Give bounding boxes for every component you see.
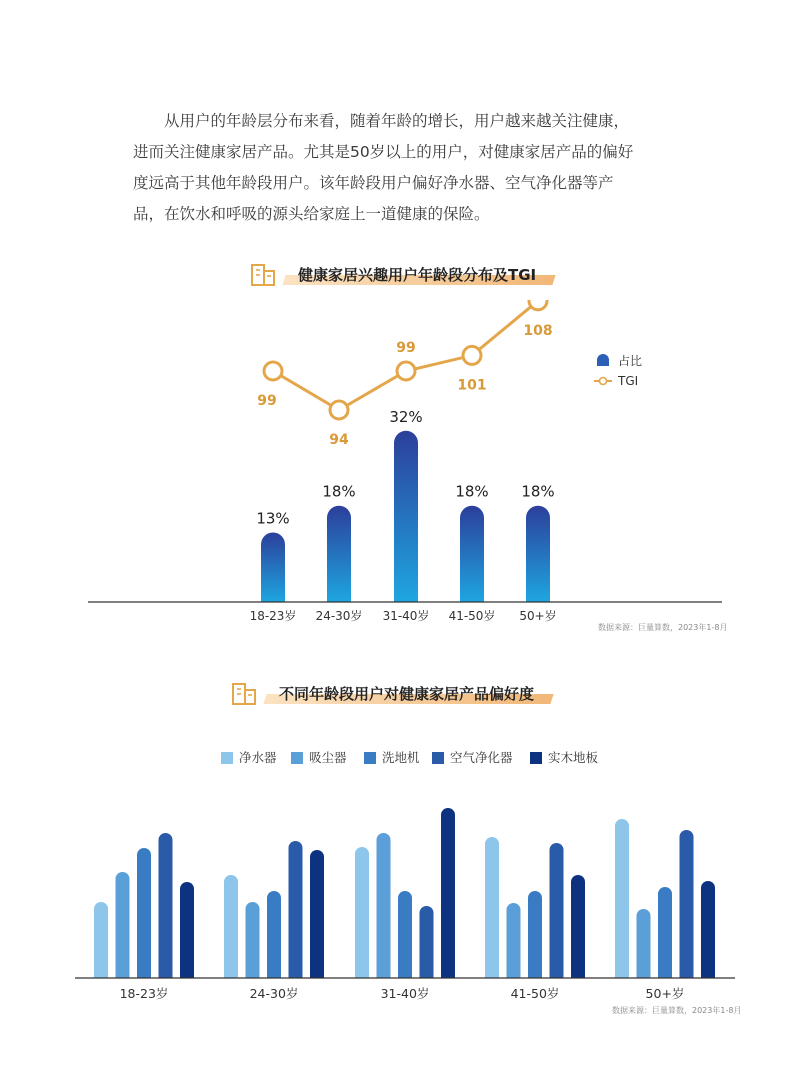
- bar-4-1: [637, 909, 651, 978]
- x-tick-label: 31-40岁: [380, 986, 430, 1001]
- section-title-1: [250, 259, 554, 289]
- bar-0-2: [137, 848, 151, 978]
- bar-2-1: [377, 833, 391, 978]
- tgi-point-2: [397, 362, 415, 380]
- bar-3-3: [550, 843, 564, 978]
- age-distribution-chart: [0, 300, 800, 640]
- bar-share-2: [394, 431, 418, 602]
- x-tick-label: 41-50岁: [448, 609, 496, 623]
- bar-1-2: [267, 891, 281, 978]
- tgi-point-0: [264, 362, 282, 380]
- bar-label-3: 18%: [455, 482, 489, 501]
- product-preference-chart: [0, 740, 800, 1080]
- legend-swatch-bar: [597, 354, 609, 366]
- bar-2-0: [355, 847, 369, 978]
- legend-swatch-0: [221, 752, 233, 764]
- intro-paragraph: [133, 106, 678, 230]
- bar-3-4: [571, 875, 585, 978]
- legend-label-3: 空气净化器: [450, 750, 513, 765]
- bar-share-0: [261, 532, 285, 602]
- intro-line-4: 品，在饮水和呼吸的源头给家庭上一道健康的保险。: [133, 205, 490, 223]
- bar-4-2: [658, 887, 672, 978]
- bar-share-3: [460, 506, 484, 602]
- legend: [594, 353, 642, 388]
- bar-2-4: [441, 808, 455, 978]
- bar-0-4: [180, 882, 194, 978]
- bar-label-2: 32%: [389, 407, 423, 426]
- building-icon: [231, 680, 259, 706]
- x-tick-label: 31-40岁: [382, 609, 430, 623]
- bar-1-0: [224, 875, 238, 978]
- x-tick-label: 18-23岁: [119, 986, 169, 1001]
- bar-0-3: [159, 833, 173, 978]
- legend-swatch-2: [364, 752, 376, 764]
- intro-line-3: 度远高于其他年龄段用户。该年龄段用户偏好净水器、空气净化器等产: [133, 174, 614, 192]
- x-tick-label: 24-30岁: [249, 986, 299, 1001]
- bar-2-3: [420, 906, 434, 978]
- bar-label-1: 18%: [322, 482, 356, 501]
- bar-4-0: [615, 819, 629, 978]
- bar-3-2: [528, 891, 542, 978]
- bar-2-2: [398, 891, 412, 978]
- legend-label-0: 净水器: [239, 750, 277, 765]
- legend-label-share: 占比: [618, 354, 643, 368]
- bar-4-4: [701, 881, 715, 978]
- bar-share-4: [526, 506, 550, 602]
- tgi-point-3: [463, 346, 481, 364]
- bar-0-0: [94, 902, 108, 978]
- bar-1-3: [289, 841, 303, 978]
- x-tick-label: 41-50岁: [510, 986, 560, 1001]
- legend-label-2: 洗地机: [382, 750, 420, 765]
- legend-swatch-1: [291, 752, 303, 764]
- tgi-label-2: 99: [396, 340, 416, 356]
- section-title-1-text: 健康家居兴趣用户年龄段分布及TGI: [298, 265, 537, 284]
- bar-label-4: 18%: [521, 482, 555, 501]
- x-tick-label: 24-30岁: [315, 609, 363, 623]
- bar-label-0: 13%: [256, 509, 290, 528]
- tgi-label-3: 101: [457, 377, 487, 394]
- legend-label-tgi: TGI: [618, 374, 639, 388]
- tgi-label-1: 94: [329, 432, 349, 448]
- tgi-label-0: 99: [257, 393, 277, 409]
- legend-label-1: 吸尘器: [309, 750, 347, 765]
- bar-1-1: [246, 902, 260, 978]
- chart1-source: 数据来源：巨量算数，2023年1-8月: [598, 623, 728, 632]
- chart2-source: 数据来源：巨量算数，2023年1-8月: [612, 1006, 742, 1015]
- bar-3-1: [507, 903, 521, 978]
- bar-1-4: [310, 850, 324, 978]
- bar-0-1: [116, 872, 130, 978]
- bar-4-3: [680, 830, 694, 978]
- bar-3-0: [485, 837, 499, 978]
- bar-share-1: [327, 506, 351, 602]
- legend-swatch-3: [432, 752, 444, 764]
- section-title-2: [231, 678, 552, 708]
- intro-line-1: 从用户的年龄层分布来看，随着年龄的增长，用户越来越关注健康，: [164, 112, 630, 130]
- intro-line-2: 进而关注健康家居产品。尤其是50岁以上的用户，对健康家居产品的偏好: [133, 143, 634, 161]
- x-tick-label: 50+岁: [645, 986, 685, 1001]
- tgi-point-4: [529, 300, 547, 310]
- x-tick-label: 18-23岁: [249, 609, 297, 623]
- x-tick-label: 50+岁: [519, 609, 557, 623]
- tgi-label-4: 108: [523, 322, 553, 339]
- section-title-2-text: 不同年龄段用户对健康家居产品偏好度: [279, 684, 535, 703]
- tgi-point-1: [330, 401, 348, 419]
- legend-label-4: 实木地板: [548, 750, 599, 765]
- legend-swatch-4: [530, 752, 542, 764]
- building-icon: [250, 261, 278, 287]
